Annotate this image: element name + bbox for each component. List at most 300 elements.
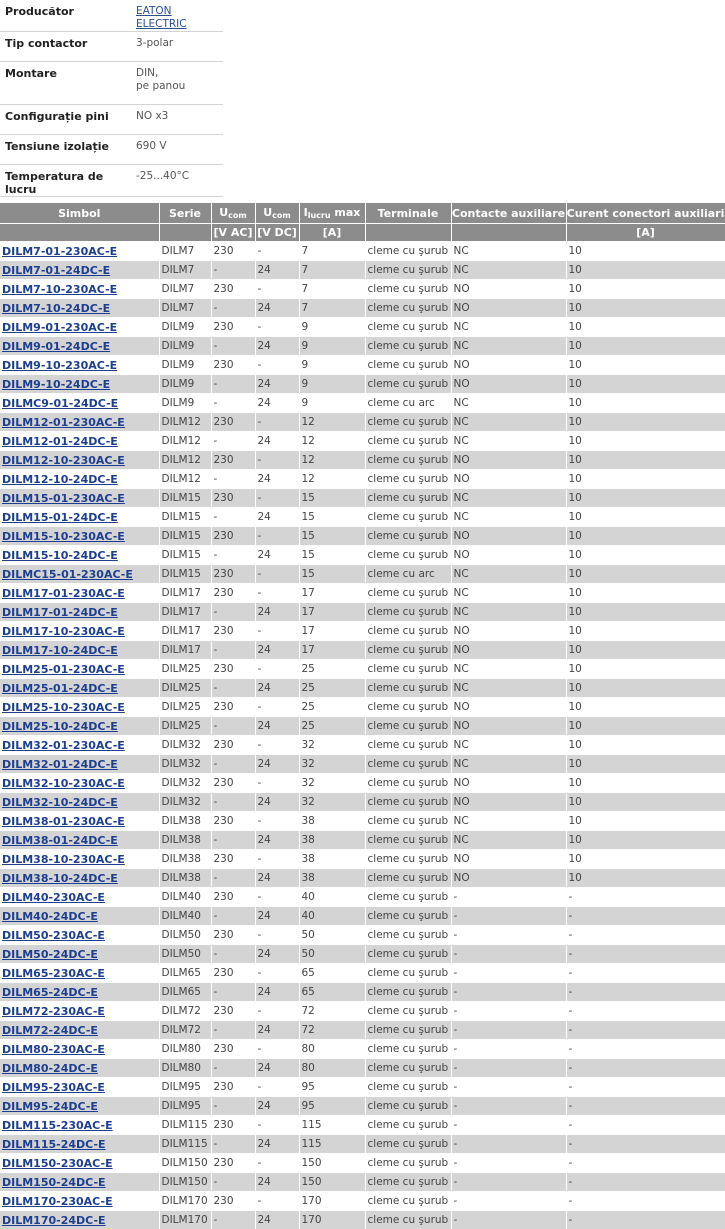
cell-aux-contacts: NC [451,508,566,527]
product-symbol-link[interactable]: DILM150-24DC-E [2,1176,106,1189]
cell-aux-current: 10 [566,356,725,375]
product-symbol-link[interactable]: DILM95-24DC-E [2,1100,98,1113]
product-symbol-link[interactable]: DILM17-01-230AC-E [2,587,125,600]
cell-symbol [0,299,159,318]
cell-ucom-ac: 230 [211,774,255,793]
table-row [0,603,725,622]
cell-ucom-dc: - [255,622,299,641]
cell-ucom-dc: 24 [255,717,299,736]
cell-aux-current: 10 [566,489,725,508]
cell-ucom-dc: 24 [255,394,299,413]
cell-aux-contacts: NC [451,394,566,413]
product-symbol-link[interactable]: DILM170-24DC-E [2,1214,106,1227]
spec-label: Tensiune izolație [0,135,131,165]
cell-symbol [0,546,159,565]
cell-ilucru: 15 [299,508,365,527]
cell-ucom-ac: - [211,945,255,964]
cell-series: DILM72 [159,1002,211,1021]
cell-terminals: cleme cu şurub [365,1173,451,1192]
product-symbol-link[interactable]: DILM50-230AC-E [2,929,105,942]
product-symbol-link[interactable]: DILM12-01-230AC-E [2,416,125,429]
spec-value-text: 3-polar [136,37,173,49]
cell-terminals: cleme cu şurub [365,926,451,945]
cell-aux-contacts: NC [451,584,566,603]
product-symbol-link[interactable]: DILM38-01-24DC-E [2,834,118,847]
cell-terminals: cleme cu şurub [365,641,451,660]
cell-series: DILM38 [159,869,211,888]
cell-series: DILM25 [159,660,211,679]
cell-terminals: cleme cu şurub [365,945,451,964]
product-symbol-link[interactable]: DILMC15-01-230AC-E [2,568,133,581]
cell-ilucru: 38 [299,850,365,869]
cell-terminals: cleme cu şurub [365,1154,451,1173]
col-header-ucom-ac[interactable]: $U_{com}$ [211,203,255,224]
product-symbol-link[interactable]: DILM80-230AC-E [2,1043,105,1056]
spec-value [131,0,223,32]
cell-symbol [0,736,159,755]
cell-ucom-dc: - [255,413,299,432]
cell-ucom-dc: - [255,1078,299,1097]
product-symbol-link[interactable]: DILM38-01-230AC-E [2,815,125,828]
table-row [0,1211,725,1229]
product-symbol-link[interactable]: DILM12-10-230AC-E [2,454,125,467]
cell-aux-contacts: NO [451,451,566,470]
cell-aux-contacts: - [451,1021,566,1040]
cell-ilucru: 80 [299,1040,365,1059]
cell-terminals: cleme cu şurub [365,603,451,622]
cell-terminals: cleme cu arc [365,565,451,584]
cell-aux-current: 10 [566,869,725,888]
cell-series: DILM150 [159,1154,211,1173]
col-header-aux-current[interactable]: Curent conectori auxiliari [566,203,725,224]
cell-terminals: cleme cu şurub [365,850,451,869]
cell-aux-current: 10 [566,280,725,299]
spec-value [131,135,223,165]
cell-aux-contacts: NC [451,261,566,280]
cell-terminals: cleme cu şurub [365,489,451,508]
cell-symbol [0,375,159,394]
product-symbol-link[interactable]: DILM15-10-230AC-E [2,530,125,543]
cell-ucom-dc: - [255,489,299,508]
table-row [0,546,725,565]
cell-aux-contacts: NO [451,527,566,546]
cell-aux-current: 10 [566,603,725,622]
cell-aux-current: 10 [566,698,725,717]
cell-aux-contacts: - [451,1002,566,1021]
cell-series: DILM7 [159,261,211,280]
cell-ilucru: 7 [299,280,365,299]
cell-ilucru: 25 [299,660,365,679]
cell-ucom-ac: 230 [211,413,255,432]
cell-aux-contacts: - [451,1154,566,1173]
cell-series: DILM9 [159,394,211,413]
cell-terminals: cleme cu şurub [365,1059,451,1078]
spec-label: Temperatura de lucru [0,165,131,197]
cell-aux-contacts: NC [451,831,566,850]
cell-ilucru: 32 [299,755,365,774]
cell-aux-contacts: NC [451,337,566,356]
cell-aux-current: 10 [566,337,725,356]
cell-ucom-dc: 24 [255,299,299,318]
cell-ucom-dc: 24 [255,1021,299,1040]
product-symbol-link[interactable]: DILM15-01-230AC-E [2,492,125,505]
product-symbol-link[interactable]: DILM25-01-24DC-E [2,682,118,695]
product-symbol-link[interactable]: DILM115-24DC-E [2,1138,106,1151]
cell-ucom-ac: - [211,831,255,850]
cell-aux-current: 10 [566,717,725,736]
cell-ilucru: 50 [299,926,365,945]
cell-aux-contacts: NC [451,318,566,337]
cell-aux-current: - [566,1002,725,1021]
cell-aux-current: 10 [566,831,725,850]
product-symbol-link[interactable]: DILM65-24DC-E [2,986,98,999]
cell-symbol [0,489,159,508]
cell-ilucru: 65 [299,983,365,1002]
cell-series: DILM9 [159,318,211,337]
cell-ilucru: 115 [299,1116,365,1135]
product-symbol-link[interactable]: DILM40-24DC-E [2,910,98,923]
cell-series: DILM17 [159,584,211,603]
cell-aux-current: - [566,1059,725,1078]
product-symbol-link[interactable]: DILM95-230AC-E [2,1081,105,1094]
cell-ilucru: 17 [299,641,365,660]
cell-ilucru: 150 [299,1173,365,1192]
cell-symbol [0,280,159,299]
spec-row [0,135,223,165]
cell-ucom-ac: 230 [211,888,255,907]
cell-ucom-ac: 230 [211,242,255,261]
unit-ucom-dc: [V DC] [255,224,299,242]
table-row [0,489,725,508]
table-header-row [0,203,725,224]
cell-ucom-ac: - [211,793,255,812]
cell-ucom-ac: 230 [211,280,255,299]
cell-symbol [0,850,159,869]
cell-ucom-ac: - [211,1097,255,1116]
table-row [0,1002,725,1021]
cell-ilucru: 170 [299,1192,365,1211]
product-symbol-link[interactable]: DILM72-230AC-E [2,1005,105,1018]
spec-label: Montare [0,62,131,105]
col-header-terminals[interactable]: Terminale [365,203,451,224]
cell-ilucru: 15 [299,527,365,546]
table-row [0,375,725,394]
cell-symbol [0,679,159,698]
cell-ucom-dc: - [255,964,299,983]
cell-symbol [0,394,159,413]
cell-terminals: cleme cu şurub [365,622,451,641]
product-symbol-link[interactable]: DILM38-10-24DC-E [2,872,118,885]
product-symbol-link[interactable]: DILM12-10-24DC-E [2,473,118,486]
cell-aux-current: 10 [566,584,725,603]
product-symbol-link[interactable]: DILM7-10-24DC-E [2,302,110,315]
spec-label: Producător [0,0,131,32]
product-symbol-link[interactable]: DILM32-01-24DC-E [2,758,118,771]
col-header-ilucru[interactable]: $I_{lucru}$ max [299,203,365,224]
cell-ilucru: 115 [299,1135,365,1154]
cell-terminals: cleme cu şurub [365,508,451,527]
table-row [0,641,725,660]
cell-ilucru: 25 [299,717,365,736]
product-symbol-link[interactable]: DILM9-10-230AC-E [2,359,117,372]
cell-symbol [0,717,159,736]
table-row [0,394,725,413]
cell-series: DILM17 [159,603,211,622]
cell-terminals: cleme cu şurub [365,774,451,793]
table-row [0,831,725,850]
cell-aux-current: 10 [566,660,725,679]
cell-terminals: cleme cu şurub [365,356,451,375]
table-row [0,1116,725,1135]
table-row [0,242,725,261]
col-header-series[interactable]: Serie [159,203,211,224]
manufacturer-link[interactable]: EATON ELECTRIC [136,5,187,30]
cell-ucom-ac: 230 [211,622,255,641]
product-symbol-link[interactable]: DILM7-01-24DC-E [2,264,110,277]
product-symbol-link[interactable]: DILM150-230AC-E [2,1157,113,1170]
cell-aux-contacts: NO [451,546,566,565]
cell-symbol [0,964,159,983]
unit-aux-contacts [451,224,566,242]
table-row [0,527,725,546]
cell-ucom-dc: 24 [255,1097,299,1116]
cell-ucom-ac: - [211,470,255,489]
product-symbol-link[interactable]: DILM38-10-230AC-E [2,853,125,866]
table-row [0,413,725,432]
cell-ilucru: 95 [299,1078,365,1097]
table-row [0,337,725,356]
cell-symbol [0,1135,159,1154]
cell-aux-current: - [566,983,725,1002]
cell-terminals: cleme cu şurub [365,679,451,698]
spec-value-text: 690 V [136,140,167,152]
col-header-aux-contacts[interactable]: Contacte auxiliare [451,203,566,224]
cell-ilucru: 25 [299,698,365,717]
cell-ucom-dc: 24 [255,983,299,1002]
cell-ilucru: 17 [299,622,365,641]
table-row [0,1135,725,1154]
cell-ilucru: 38 [299,812,365,831]
cell-aux-contacts: - [451,1135,566,1154]
cell-aux-contacts: NC [451,660,566,679]
cell-ucom-ac: - [211,337,255,356]
cell-symbol [0,622,159,641]
product-symbol-link[interactable]: DILM72-24DC-E [2,1024,98,1037]
cell-terminals: cleme cu şurub [365,527,451,546]
product-symbol-link[interactable]: DILM25-10-230AC-E [2,701,125,714]
cell-aux-contacts: - [451,1097,566,1116]
cell-symbol [0,603,159,622]
product-symbol-link[interactable]: DILM80-24DC-E [2,1062,98,1075]
cell-terminals: cleme cu şurub [365,660,451,679]
cell-symbol [0,565,159,584]
cell-symbol [0,1211,159,1229]
cell-ucom-ac: - [211,755,255,774]
cell-aux-contacts: NO [451,869,566,888]
col-header-symbol[interactable]: Simbol [0,203,159,224]
cell-aux-contacts: - [451,1040,566,1059]
cell-ilucru: 7 [299,299,365,318]
cell-ucom-dc: 24 [255,603,299,622]
table-row [0,1097,725,1116]
table-row [0,736,725,755]
cell-ucom-ac: 230 [211,698,255,717]
cell-ilucru: 72 [299,1002,365,1021]
cell-ilucru: 38 [299,831,365,850]
cell-ucom-dc: - [255,527,299,546]
cell-aux-current: 10 [566,736,725,755]
cell-aux-current: 10 [566,432,725,451]
product-symbol-link[interactable]: DILM50-24DC-E [2,948,98,961]
product-symbol-link[interactable]: DILM9-01-24DC-E [2,340,110,353]
cell-aux-current: - [566,1078,725,1097]
cell-series: DILM32 [159,793,211,812]
cell-aux-current: 10 [566,508,725,527]
cell-series: DILM9 [159,337,211,356]
cell-symbol [0,1116,159,1135]
cell-aux-current: 10 [566,413,725,432]
product-symbol-link[interactable]: DILM17-10-230AC-E [2,625,125,638]
cell-symbol [0,660,159,679]
cell-ilucru: 9 [299,337,365,356]
cell-series: DILM12 [159,432,211,451]
cell-terminals: cleme cu şurub [365,1192,451,1211]
cell-aux-current: - [566,926,725,945]
table-row [0,926,725,945]
product-symbol-link[interactable]: DILM7-01-230AC-E [2,245,117,258]
cell-symbol [0,1173,159,1192]
table-row [0,774,725,793]
table-row [0,983,725,1002]
product-symbol-link[interactable]: DILM115-230AC-E [2,1119,113,1132]
cell-ucom-ac: - [211,1211,255,1229]
cell-ilucru: 32 [299,736,365,755]
product-symbol-link[interactable]: DILM65-230AC-E [2,967,105,980]
cell-aux-current: 10 [566,755,725,774]
cell-ilucru: 72 [299,1021,365,1040]
spec-label: Configurație pini [0,105,131,135]
cell-terminals: cleme cu şurub [365,888,451,907]
cell-ucom-dc: 24 [255,793,299,812]
cell-aux-current: - [566,907,725,926]
product-symbol-link[interactable]: DILMC9-01-24DC-E [2,397,118,410]
cell-terminals: cleme cu şurub [365,755,451,774]
cell-series: DILM17 [159,622,211,641]
cell-symbol [0,793,159,812]
cell-ilucru: 7 [299,261,365,280]
cell-ucom-ac: - [211,394,255,413]
cell-symbol [0,1021,159,1040]
product-symbol-link[interactable]: DILM7-10-230AC-E [2,283,117,296]
cell-ucom-dc: - [255,1154,299,1173]
cell-series: DILM12 [159,470,211,489]
cell-symbol [0,983,159,1002]
spec-row [0,32,223,62]
cell-series: DILM72 [159,1021,211,1040]
cell-series: DILM170 [159,1192,211,1211]
cell-ilucru: 80 [299,1059,365,1078]
cell-aux-contacts: NO [451,793,566,812]
cell-aux-current: 10 [566,242,725,261]
cell-ilucru: 17 [299,584,365,603]
col-header-ucom-dc[interactable]: $U_{com}$ [255,203,299,224]
product-symbol-link[interactable]: DILM32-01-230AC-E [2,739,125,752]
cell-aux-current: 10 [566,470,725,489]
cell-terminals: cleme cu şurub [365,261,451,280]
cell-terminals: cleme cu şurub [365,1116,451,1135]
table-row [0,869,725,888]
cell-aux-current: 10 [566,261,725,280]
table-row [0,793,725,812]
cell-series: DILM115 [159,1116,211,1135]
product-symbol-link[interactable]: DILM32-10-24DC-E [2,796,118,809]
product-symbol-link[interactable]: DILM32-10-230AC-E [2,777,125,790]
product-symbol-link[interactable]: DILM17-10-24DC-E [2,644,118,657]
table-row [0,964,725,983]
cell-symbol [0,641,159,660]
cell-series: DILM32 [159,774,211,793]
cell-ucom-dc: - [255,888,299,907]
cell-series: DILM15 [159,489,211,508]
product-symbol-link[interactable]: DILM15-10-24DC-E [2,549,118,562]
cell-ucom-ac: 230 [211,1078,255,1097]
table-row [0,470,725,489]
cell-aux-contacts: NC [451,565,566,584]
cell-ucom-dc: - [255,1116,299,1135]
cell-terminals: cleme cu şurub [365,584,451,603]
cell-ilucru: 32 [299,774,365,793]
table-row [0,717,725,736]
product-symbol-link[interactable]: DILM40-230AC-E [2,891,105,904]
cell-ucom-ac: 230 [211,812,255,831]
cell-aux-current: - [566,1154,725,1173]
cell-series: DILM95 [159,1097,211,1116]
cell-series: DILM25 [159,717,211,736]
cell-aux-contacts: - [451,888,566,907]
cell-ilucru: 40 [299,907,365,926]
table-row [0,432,725,451]
cell-aux-current: - [566,1097,725,1116]
product-symbol-link[interactable]: DILM170-230AC-E [2,1195,113,1208]
product-symbol-link[interactable]: DILM9-01-230AC-E [2,321,117,334]
product-symbol-link[interactable]: DILM12-01-24DC-E [2,435,118,448]
spec-row [0,0,223,32]
cell-ucom-dc: - [255,736,299,755]
cell-ucom-ac: 230 [211,1040,255,1059]
product-symbol-link[interactable]: DILM9-10-24DC-E [2,378,110,391]
cell-aux-contacts: NO [451,698,566,717]
cell-ucom-dc: - [255,451,299,470]
table-row [0,280,725,299]
cell-terminals: cleme cu şurub [365,546,451,565]
cell-series: DILM95 [159,1078,211,1097]
cell-terminals: cleme cu şurub [365,793,451,812]
cell-series: DILM80 [159,1040,211,1059]
product-symbol-link[interactable]: DILM15-01-24DC-E [2,511,118,524]
product-symbol-link[interactable]: DILM17-01-24DC-E [2,606,118,619]
cell-aux-contacts: NO [451,375,566,394]
table-row [0,261,725,280]
cell-ucom-dc: - [255,565,299,584]
cell-symbol [0,812,159,831]
product-symbol-link[interactable]: DILM25-10-24DC-E [2,720,118,733]
product-symbol-link[interactable]: DILM25-01-230AC-E [2,663,125,676]
cell-ilucru: 150 [299,1154,365,1173]
cell-ucom-dc: 24 [255,869,299,888]
cell-symbol [0,945,159,964]
cell-terminals: cleme cu şurub [365,983,451,1002]
table-row [0,299,725,318]
